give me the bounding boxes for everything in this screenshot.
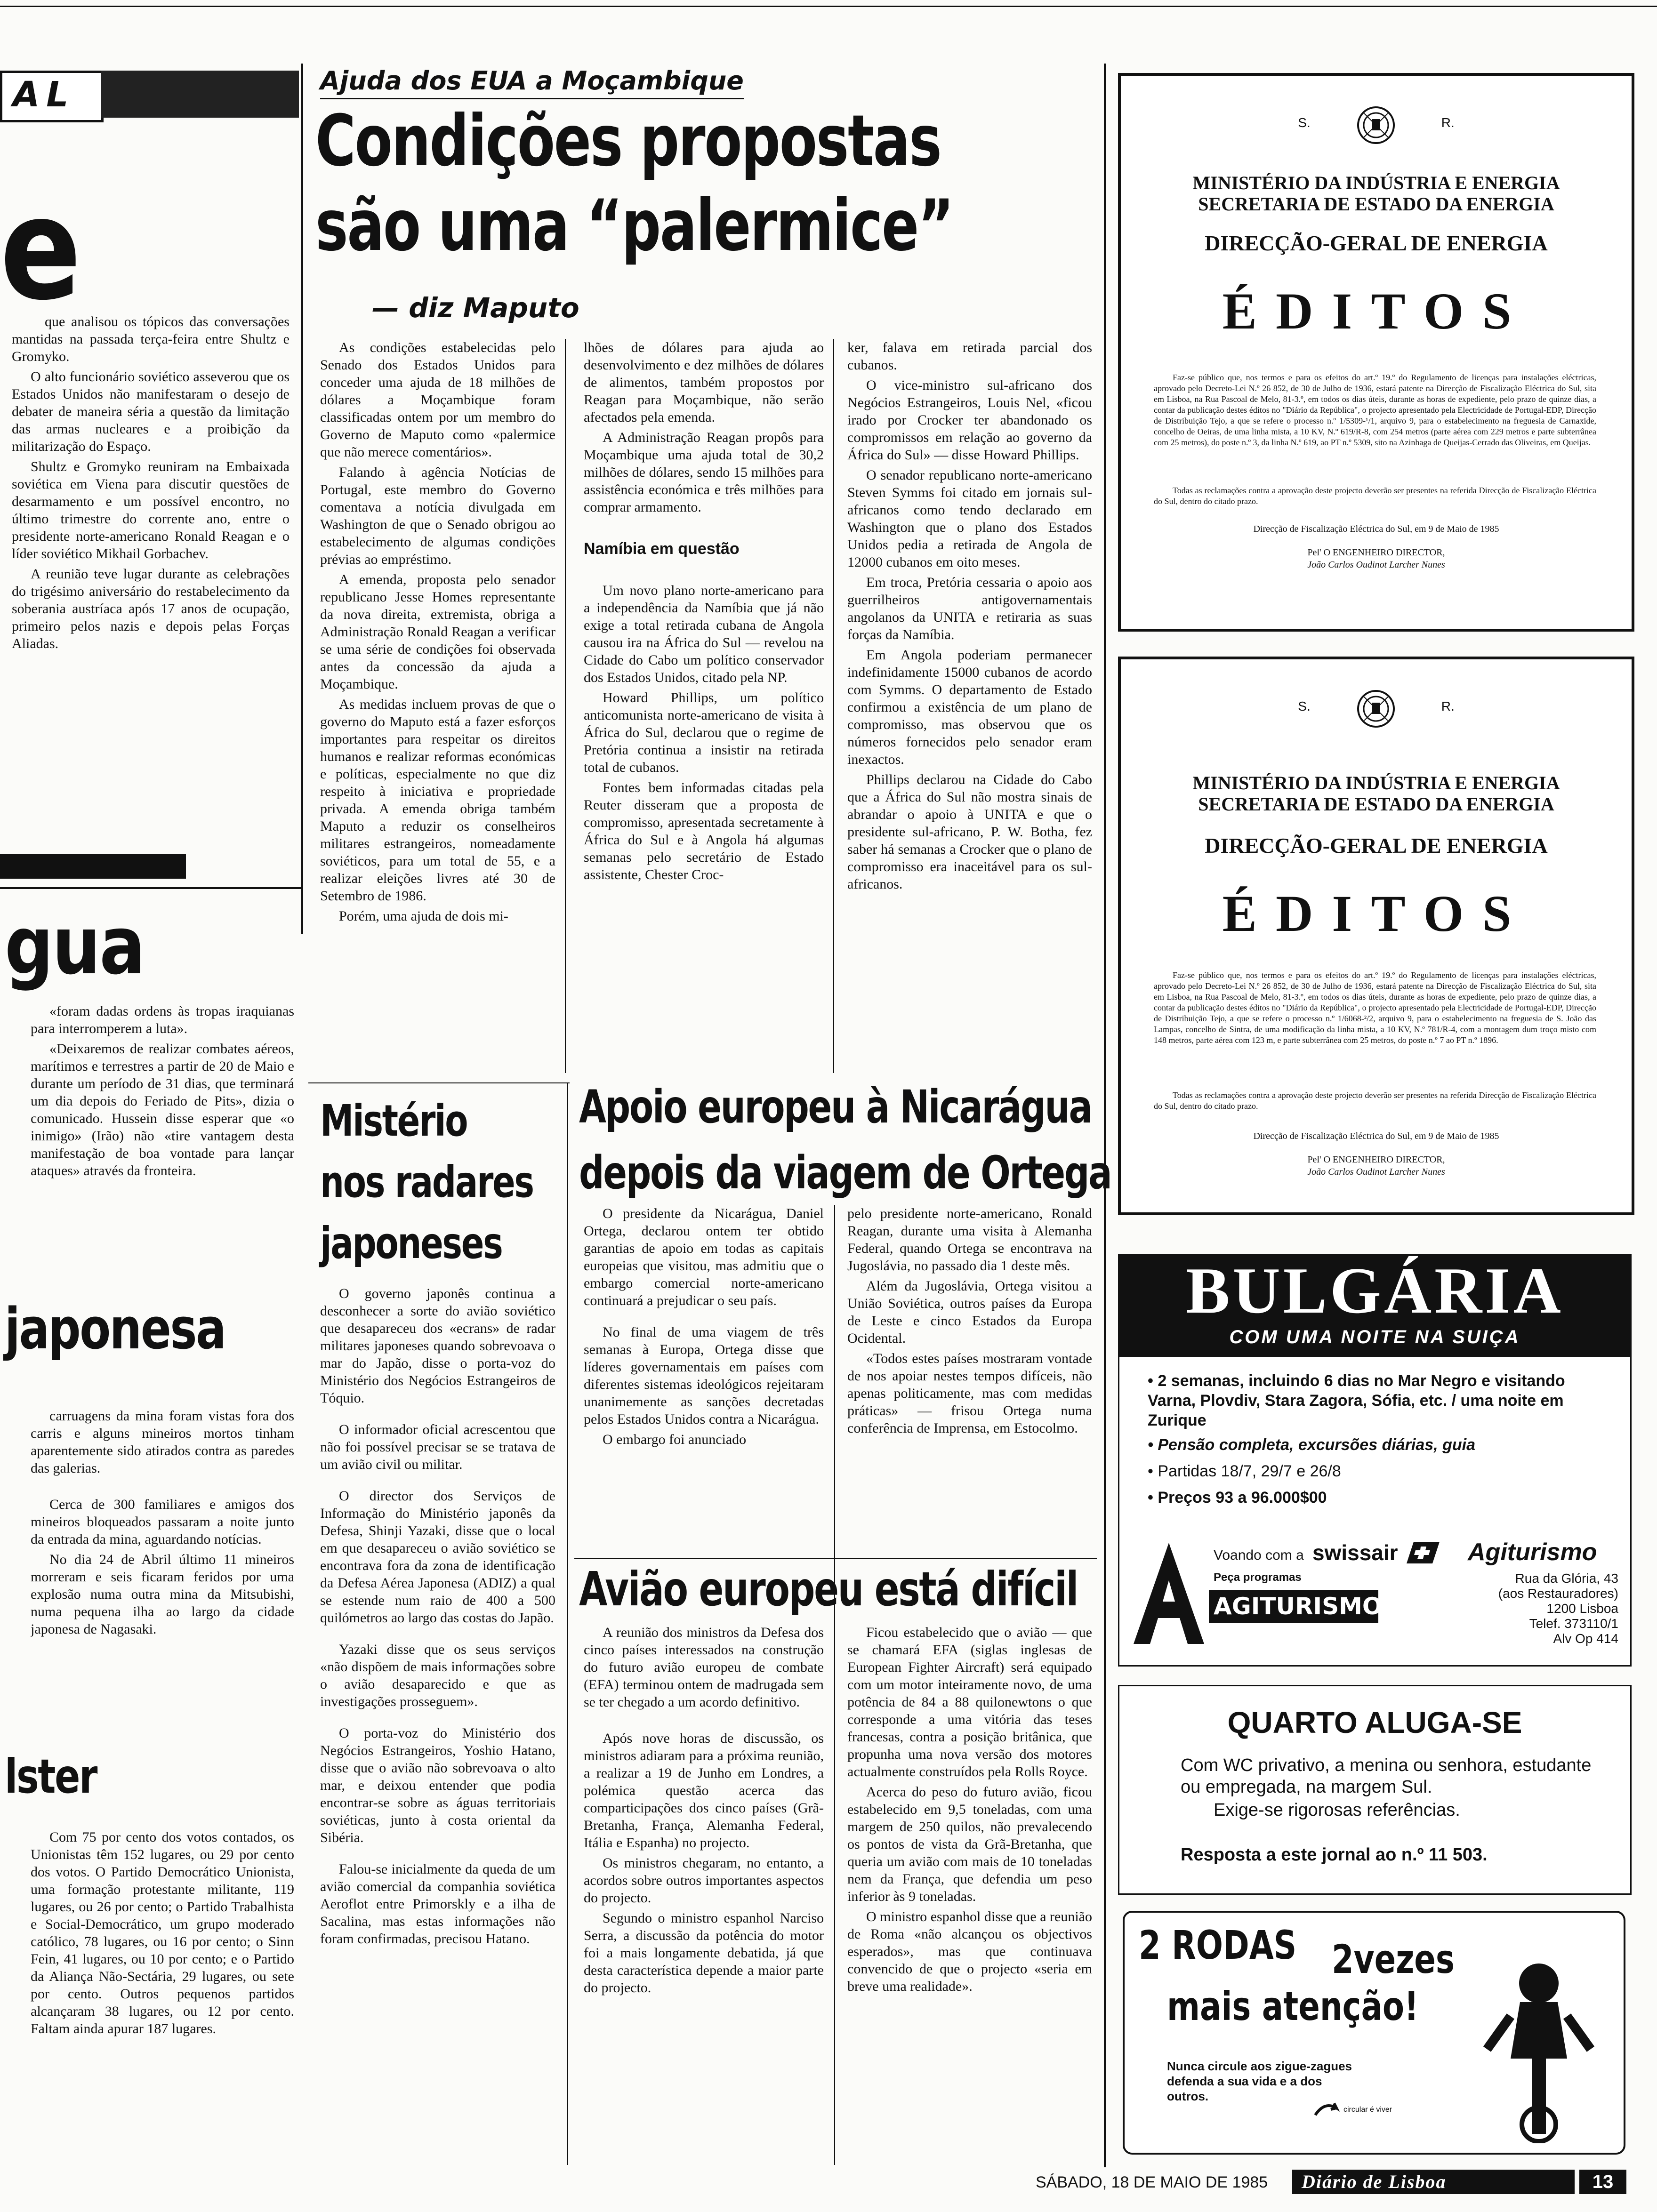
- paragraph: Yazaki disse que os seus serviços «não dispõem de mais informações sobre o avião desaparecido e que as investigações prosseguem».: [320, 1642, 555, 1709]
- bullet-item: • Pensão completa, excursões diárias, guia: [1148, 1436, 1475, 1454]
- paragraph: A reunião dos ministros da Defesa dos cinco países interessados na construção do futuro avião europeu de combate (EFA) terminou ontem de madrugada sem se ter chegado a um acordo definitivo.: [584, 1625, 824, 1710]
- paragraph: Shultz e Gromyko reuniram na Embaixada soviética em Viena para discutir questões de desarmamento e um possível encontro, no último trimestre do corrente ano, entre o presidente norte-americano Ronald Reagan e o líder soviético Mikhail Gorbachev.: [12, 459, 290, 561]
- paragraph: A reunião teve lugar durante as celebrações do trigésimo aniversário do restabelecimento da soberania austríaca após 17 anos de ocupação, primeiro pelos nazis e depois pelas Forças Aliadas.: [12, 566, 290, 651]
- radares-headline-2: nos radares: [320, 1157, 533, 1207]
- rodas-title2: 2vezes: [1332, 1936, 1455, 1982]
- paragraph: Os ministros chegaram, no entanto, a acordos sobre outros importantes aspectos do projecto.: [584, 1855, 824, 1906]
- rodas-title1: 2 RODAS: [1139, 1922, 1297, 1968]
- gua-column: [31, 1002, 294, 1247]
- nicaragua-headline-1: Apoio europeu à Nicarágua: [579, 1081, 1092, 1133]
- paragraph: O ministro espanhol disse que a reunião de Roma «não alcançou os objectivos esperados», mas que continuava convencido de que o projecto «seria em breve uma realidade».: [847, 1909, 1092, 1994]
- divider: [574, 1558, 1097, 1559]
- bullet-item: • Preços 93 a 96.000$00: [1148, 1489, 1327, 1507]
- editos-body: Faz-se público que, nos termos e para os efeitos do art.º 19.º do Regulamento de licenças para instalações eléctricas, aprovado pelo Decreto-Lei N.º 26 852, de 30 de Julho de 1936, estará patente na Direcção de Fiscalização Eléctrica do Sul, sita em Lisboa, na Rua Pascoal de Melo, 81-3.º, em todos os dias úteis, durante as horas de expediente, pelo prazo de quinze dias, a contar da publicação destes éditos no "Diário da República", o projecto apresentado pela Electricidade de Portugal-EDP, Direcção de Distribuição Tejo, a que se refere o processo n.º 1/5309-¹/1, arquivo 9, para o estabelecimento na freguesia de Carnaxide, concelho de Oeiras, de uma linha mista, a 10 KV, N.º 619/R-8, com 254 metros (parte aérea com 229 metros e parte subterrânea com 25 metros), do poste n.º 3, da linha N.º 619, ao PT n.º 5309, sito na Azinhaga de Queijas-Cerrado das Oliveiras, em Queijas.: [1154, 373, 1596, 447]
- top-rule: [0, 6, 1657, 7]
- agency-address: [1449, 1571, 1618, 1646]
- bulgaria-title: BULGÁRIA: [1186, 1254, 1564, 1327]
- divider: [0, 887, 301, 889]
- secretariat: SECRETARIA DE ESTADO DA ENERGIA: [1198, 193, 1554, 215]
- paragraph: Howard Phillips, um político anticomunista norte-americano de visita à África do Sul, declarou que o regime de Pretória continua a insistir na retirada total de cubanos.: [584, 690, 824, 775]
- crest-right: R.: [1441, 698, 1455, 713]
- brand-bar: [1209, 1590, 1383, 1623]
- bulgaria-ad: [1118, 1254, 1632, 1667]
- editos-date: Direcção de Fiscalização Eléctrica do Sul, em 9 de Maio de 1985: [1253, 524, 1499, 534]
- main-headline-line1: Condições propostas: [315, 100, 941, 182]
- paragraph: As medidas incluem provas de que o governo do Maputo está a fazer esforços importantes para respeitar os direitos humanos e realizar reformas económicas e políticas, especialmente no que diz respeito à iniciativa e propriedade privada. A emenda obriga também Maputo a reduzir os conselheiros militares estrangeiros, nomeadamente soviéticos, para um total de 55, e a realizar eleições livres até 30 de Setembro de 1986.: [320, 697, 555, 904]
- paragraph: lhões de dólares para ajuda ao desenvolvimento e dez milhões de dólares de alimentos, também propostos por Reagan para Moçambique, não serão afectados pela emenda.: [584, 340, 824, 425]
- bullet-item: • 2 semanas, incluindo 6 dias no Mar Negro e visitando Varna, Plovdiv, Stara Zagora, Sófia, etc. / uma noite em Zurique: [1148, 1372, 1565, 1429]
- editos-complaints: Todas as reclamações contra a aprovação deste projecto deverão ser presentes na referida Direcção de Fiscalização Eléctrica do Sul, dentro do citado prazo.: [1154, 486, 1596, 506]
- paragraph: O presidente da Nicarágua, Daniel Ortega, declarou ontem ter obtido garantias de apoio em todas as capitais europeias que visitou, mas admitiu que o embargo comercial norte-americano continuará a prejudicar o seu país.: [584, 1206, 824, 1308]
- column-rule: [567, 1082, 568, 2165]
- page-number: 13: [1592, 2172, 1614, 2192]
- paragraph: Um novo plano norte-americano para a independência da Namíbia que já não exige a total retirada cubana de Angola causou ira na África do Sul — revelou na Cidade do Cabo um político conservador dos Estados Unidos, citado pela NP.: [584, 583, 824, 685]
- bullet-item: • Partidas 18/7, 29/7 e 26/8: [1148, 1462, 1341, 1480]
- paragraph: que analisou os tópicos das conversações mantidas na passada terça-feira entre Shultz e Gromyko.: [12, 314, 290, 364]
- divider: [308, 1082, 570, 1083]
- paragraph: Em Angola poderiam permanecer indefinidamente 15000 cubanos de acordo com Symms. O departamento de Estado confirmou a existência de um plano de compromisso, mas observou que os números fornecidos pelo senador eram inexactos.: [847, 647, 1092, 767]
- crest-row: [1121, 688, 1632, 730]
- programs-label: Peça programas: [1214, 1571, 1302, 1584]
- editos-title: ÉDITOS: [1222, 885, 1530, 942]
- paragraph: O alto funcionário soviético asseverou que os Estados Unidos não manifestaram o desejo de debater de maneira séria a questão da limitação das armas nucleares e a proibição da militarização do Espaço.: [12, 369, 290, 454]
- editos-complaints: Todas as reclamações contra a aprovação deste projecto deverão ser presentes na referida Direcção de Fiscalização Eléctrica do Sul, dentro do citado prazo.: [1154, 1090, 1596, 1111]
- paragraph: «Deixaremos de realizar combates aéreos, marítimos e terrestres a partir de 20 de Maio e durante um período de 31 dias, que terminará um dia depois do Feriado de Pits», dizia o comunicado. Hussein disse esperar que «o inimigo» (Irão) não «tire vantagem desta manifestação de boa vontade para lançar ataques» através da fronteira.: [31, 1041, 294, 1178]
- quarto-ad: [1118, 1685, 1632, 1895]
- kicker-underline: [320, 98, 744, 99]
- arrow-icon: [1313, 2101, 1341, 2120]
- paragraph: Além da Jugoslávia, Ortega visitou a União Soviética, outros países da Europa de Leste e cinco Estados da Europa Ocidental.: [847, 1278, 1092, 1346]
- motorcyclist-icon: [1468, 1955, 1609, 2143]
- crest-left: S.: [1298, 115, 1311, 130]
- paragraph: No dia 24 de Abril último 11 mineiros morreram e seis ficaram feridos por uma explosão numa outra mina da Mitsubishi, numa pequena ilha ao largo da cidade japonesa de Nagasaki.: [31, 1552, 294, 1637]
- rodas-ad: [1123, 1911, 1625, 2155]
- bulgaria-banner: [1119, 1256, 1630, 1357]
- paragraph: Após nove horas de discussão, os ministros adiaram para a próxima reunião, a realizar a 19 de Junho em Londres, a polémica questão acerca das comparticipações dos cinco países (Grã-Bretanha, França, Alemanha Federal, Itália e Espanha) no projecto.: [584, 1731, 824, 1851]
- direction: DIRECÇÃO-GERAL DE ENERGIA: [1205, 834, 1548, 858]
- editos-ad-1: [1118, 73, 1634, 632]
- main-headline-line2: são uma “palermice”: [315, 185, 953, 267]
- radares-headline-1: Mistério: [320, 1096, 467, 1146]
- section-tag: AL: [13, 74, 75, 115]
- radares-column: [320, 1285, 555, 2165]
- footer-page-box: [1579, 2170, 1626, 2194]
- rodas-tagline: circular é viver: [1343, 2106, 1392, 2114]
- paragraph: A Administração Reagan propôs para Moçambique uma ajuda total de 30,2 milhões de dólares, sendo 15 milhões para assistência económica e três milhões para comprar armamento.: [584, 430, 824, 515]
- crest-right: R.: [1441, 115, 1455, 130]
- mozambique-col3: [847, 339, 1092, 1073]
- japonesa-column: [31, 1407, 294, 1774]
- quarto-line1: Com WC privativo, a menina ou senhora, estudante ou empregada, na margem Sul.: [1181, 1755, 1592, 1797]
- editos-signer-role: Pel' O ENGENHEIRO DIRECTOR,: [1307, 547, 1445, 558]
- quarto-title: QUARTO ALUGA-SE: [1227, 1706, 1522, 1739]
- brand-wordmark: AGITURISMO: [1214, 1593, 1383, 1620]
- address-line: Telef. 373110/1: [1529, 1616, 1618, 1631]
- address-line: 1200 Lisboa: [1546, 1601, 1618, 1616]
- editos-signer-name: João Carlos Oudinot Larcher Nunes: [1307, 560, 1445, 570]
- paragraph: As condições estabelecidas pelo Senado dos Estados Unidos para conceder uma ajuda de 18 milhões de dólares a Moçambique foram classificadas ontem por um membro do Governo de Maputo como «palermice que não merece comentários».: [320, 340, 555, 460]
- paragraph: pelo presidente norte-americano, Ronald Reagan, durante uma visita à Alemanha Federal, quando Ortega se encontrava na Jugoslávia, no passado dia 1 deste mês.: [847, 1206, 1092, 1274]
- editos-body: Faz-se público que, nos termos e para os efeitos do art.º 19.º do Regulamento de licenças para instalações eléctricas, aprovado pelo Decreto-Lei N.º 26 852, de 30 de Julho de 1936, estará patente na Direcção de Fiscalização Eléctrica do Sul, sita em Lisboa, na Rua Pascoal de Melo, 81-3.º, em todos os dias úteis, durante as horas de expediente, pelo prazo de quinze dias, a contar da publicação destes éditos no "Diário da República", o projecto apresentado pela Electricidade de Portugal-EDP, Direcção de Distribuição Tejo, a que se refere o processo n.º 1/6068-²/2, arquivo 9, para o estabelecimento na freguesia de S. João das Lampas, concelho de Sintra, de uma modificação da linha mista, a 10 KV, N.º 781/R-4, com a montagem dum troço misto com 148 metros, parte aérea com 123 m, e parte subterrânea com 25 metros, do poste n.º 7 ao PT n.º 1896.: [1154, 970, 1596, 1045]
- section-tag-box: [0, 71, 104, 122]
- kicker: Ajuda dos EUA a Moçambique: [320, 66, 744, 96]
- section-tag-bar: [101, 71, 299, 118]
- paragraph: No final de uma viagem de três semanas à Europa, Ortega disse que líderes governamentais em países com diferentes sistemas ideológicos rejeitaram unanimemente as sanções decretadas pelos Estados Unidos contra a Nicarágua.: [584, 1324, 824, 1427]
- paragraph: Com 75 por cento dos votos contados, os Unionistas têm 152 lugares, ou 29 por cento dos votos. O Partido Democrático Unionista, uma formação protestante militante, 119 lugares, ou 26 por cento; o Partido Trabalhista e Social-Democrático, um grupo moderado católico, 78 lugares, ou 16 por cento; o Sinn Fein, 41 lugares, ou 10 por cento; e o Partido da Aliança Não-Sectária, 29 lugares, ou sete por cento. Outros pequenos partidos alcançaram 38 lugares, ou 12 por cento. Faltam ainda apurar 187 lugares.: [31, 1829, 294, 2036]
- rodas-note: Nunca circule aos zigue-zagues defenda a sua vida e a dos outros.: [1167, 2059, 1352, 2103]
- paragraph: A emenda, proposta pelo senador republicano Jesse Homes representante da nova direita, extremista, obriga a Administração Ronald Reagan a verificar se uma série de condições foi observada antes da concessão da ajuda a Moçambique.: [320, 572, 555, 692]
- column-rule: [833, 339, 834, 1073]
- paragraph: Falou-se inicialmente da queda de um avião comercial da companhia soviética Aeroflot entre Primorskly e a ilha de Sacalina, mas estas informações não foram confirmadas, precisou Hatano.: [320, 1861, 555, 1947]
- column-rule: [1104, 64, 1106, 2167]
- address-line: (aos Restauradores): [1498, 1586, 1618, 1601]
- paragraph: Phillips declarou na Cidade do Cabo que a África do Sul não mostra sinais de abrandar o apoio à UNITA e que o presidente sul-africano, P. W. Botha, fez saber há semanas a Crocker que o plano de compromisso era inaceitável para os sul-africanos.: [847, 772, 1092, 892]
- ulster-headline: lster: [5, 1749, 97, 1804]
- paragraph: Acerca do peso do futuro avião, ficou estabelecido em 9,5 toneladas, com uma margem de 250 quilos, não prevalecendo os pontos de vista da Grã-Bretanha, que queria um avião com mais de 10 toneladas nem da França, que defendia um peso inferior às 9 toneladas.: [847, 1784, 1092, 1904]
- paragraph: Fontes bem informadas citadas pela Reuter disseram que a proposta de compromisso, apresentada secretamente à África do Sul e à Angola há algumas semanas pelo secretário de Estado assistente, Chester Croc-: [584, 780, 824, 882]
- column-rule: [565, 339, 566, 1073]
- footer-masthead-bar: [1292, 2170, 1575, 2194]
- bullet-text: Partidas 18/7, 29/7 e 26/8: [1158, 1462, 1341, 1480]
- editos-signer-role: Pel' O ENGENHEIRO DIRECTOR,: [1307, 1154, 1445, 1165]
- address-line: Rua da Glória, 43: [1515, 1571, 1618, 1586]
- editos-ad-2: [1118, 657, 1634, 1215]
- swissair-logo: swissair: [1312, 1540, 1398, 1565]
- footer-date: SÁBADO, 18 DE MAIO DE 1985: [1036, 2173, 1268, 2191]
- address-line: Alv Op 414: [1553, 1631, 1618, 1646]
- aviao-col1: [584, 1624, 824, 2165]
- quarto-line2: Exige-se rigorosas referências.: [1214, 1800, 1460, 1820]
- paragraph: Porém, uma ajuda de dois mi-: [339, 908, 508, 924]
- mozambique-col1: [320, 339, 555, 1073]
- agiturismo-a-logo-icon: [1129, 1538, 1209, 1646]
- paragraph: O director dos Serviços de Informação do Ministério japonês da Defesa, Shinji Yazaki, disse que o local em que desapareceu o avião soviético se encontrava fora da zona de identificação da Defesa Aérea Japonesa (ADIZ) a qual se estende num raio de 400 a 500 quilómetros ao largo das costas do Japão.: [320, 1488, 555, 1626]
- gua-headline: gua: [5, 899, 145, 993]
- black-bar: [0, 854, 186, 879]
- paragraph: Cerca de 300 familiares e amigos dos mineiros bloqueados passaram a noite junto da entrada da mina, aguardando notícias.: [31, 1497, 294, 1547]
- paragraph: O vice-ministro sul-africano dos Negócios Estrangeiros, Louis Nel, «ficou irado por Crocker ter abandonado os compromissos em relação ao governo da África do Sul» — disse Howard Phillips.: [847, 377, 1092, 463]
- footer-paper-name: Diário de Lisboa: [1302, 2171, 1447, 2192]
- bullet-text: 2 semanas, incluindo 6 dias no Mar Negro e visitando Varna, Plovdiv, Stara Zagora, Sófia, etc. / uma noite em Zurique: [1148, 1372, 1565, 1429]
- big-letter: e: [0, 167, 81, 331]
- gromyko-column: [12, 313, 290, 859]
- bullet-text: Pensão completa, excursões diárias, guia: [1158, 1436, 1475, 1454]
- editos-date: Direcção de Fiscalização Eléctrica do Sul, em 9 de Maio de 1985: [1253, 1131, 1499, 1141]
- nicaragua-col1: [584, 1205, 824, 1563]
- editos-title: ÉDITOS: [1222, 282, 1530, 340]
- paragraph: O embargo foi anunciado: [603, 1432, 747, 1447]
- japonesa-headline: japonesa: [5, 1297, 225, 1362]
- paragraph: O governo japonês continua a desconhecer a sorte do avião soviético que desapareceu dos «ecrans» de radar militares japoneses quando sobrevoava o mar do Japão, disse o porta-voz do Ministério dos Negócios Estrangeiros de Tóquio.: [320, 1286, 555, 1406]
- radares-headline-3: japoneses: [320, 1218, 502, 1268]
- paragraph: Ficou estabelecido que o avião — que se chamará EFA (siglas inglesas de European Fighter Aircraft) será equipado com um motor inteiramente novo, de uma potência de 84 a 88 quilonewtons o que corresponde a uma vitória das teses francesas, contra a posição britânica, que propunha uma nova versão dos motores actualmente construídos pela Rolls Royce.: [847, 1625, 1092, 1779]
- paragraph: «foram dadas ordens às tropas iraquianas para interromperem a luta».: [31, 1003, 294, 1036]
- quarto-line3: Resposta a este jornal ao n.º 11 503.: [1181, 1845, 1488, 1865]
- swiss-cross-icon: [1407, 1542, 1440, 1563]
- mozambique-col2: [584, 339, 824, 1073]
- paragraph: carruagens da mina foram vistas fora dos carris e alguns mineiros mortos tinham aparentemente sido atirados contra as paredes das galerias.: [31, 1408, 294, 1476]
- aviao-headline: Avião europeu está difícil: [579, 1562, 1078, 1617]
- paragraph: Falando à agência Notícias de Portugal, este membro do Governo comentava a notícia divulgada em Washington de que o Senado obrigou ao estabelecimento de algumas condições prévias ao empréstimo.: [320, 465, 555, 567]
- paragraph: O senador republicano norte-americano Steven Symms foi citado em jornais sul-africanos como tendo declarado em Washington que o plano dos Estados Unidos pedia a retirada de Angola de 12000 cubanos em oito meses.: [847, 467, 1092, 570]
- namibia-subhead: Namíbia em questão: [584, 540, 740, 558]
- secretariat: SECRETARIA DE ESTADO DA ENERGIA: [1198, 793, 1554, 815]
- ministry: MINISTÉRIO DA INDÚSTRIA E ENERGIA: [1192, 772, 1560, 793]
- byline: — diz Maputo: [372, 292, 579, 324]
- crest-left: S.: [1298, 698, 1311, 713]
- agiturismo-block: [1119, 1538, 1630, 1660]
- bullet-text: Preços 93 a 96.000$00: [1158, 1489, 1327, 1507]
- paragraph: Segundo o ministro espanhol Narciso Serra, a discussão da potência do motor foi a mais longamente debatida, já que desta característica depende a maior parte do projecto.: [584, 1910, 824, 1996]
- nicaragua-col2: [847, 1205, 1092, 1563]
- bulgaria-bullets: [1148, 1371, 1609, 1507]
- ulster-column: [31, 1828, 294, 2172]
- ministry: MINISTÉRIO DA INDÚSTRIA E ENERGIA: [1192, 172, 1560, 193]
- coat-of-arms-icon: [1355, 688, 1397, 730]
- rodas-title3: mais atenção!: [1167, 1983, 1419, 2029]
- agency-name: Agiturismo: [1468, 1539, 1597, 1566]
- paragraph: Em troca, Pretória cessaria o apoio aos guerrilheiros antigovernamentais angolanos da UNITA e retiraria as suas forças da Namíbia.: [847, 575, 1092, 642]
- paragraph: ker, falava em retirada parcial dos cubanos.: [847, 340, 1092, 373]
- direction: DIRECÇÃO-GERAL DE ENERGIA: [1205, 231, 1548, 255]
- coat-of-arms-icon: [1355, 104, 1397, 146]
- editos-signer-name: João Carlos Oudinot Larcher Nunes: [1307, 1167, 1445, 1177]
- crest-row: [1121, 104, 1632, 146]
- nicaragua-headline-2: depois da viagem de Ortega: [579, 1146, 1111, 1199]
- swissair-prefix: Voando com a: [1214, 1547, 1304, 1563]
- paragraph: O porta-voz do Ministério dos Negócios Estrangeiros, Yoshio Hatano, disse que o avião não sobrevoava o alto mar, e deixou entender que podia encontrar-se sobre as águas territoriais soviéticas, junto à costa oriental da Sibéria.: [320, 1725, 555, 1845]
- aviao-col2: [847, 1624, 1092, 2165]
- paragraph: «Todos estes países mostraram vontade de nos apoiar nestes tempos difíceis, não apenas politicamente, mas com medidas práticas» — frisou Ortega numa conferência de Imprensa, em Estocolmo.: [847, 1351, 1092, 1436]
- paragraph: O informador oficial acrescentou que não foi possível precisar se se tratava de um avião civil ou militar.: [320, 1422, 555, 1472]
- bulgaria-subtitle: COM UMA NOITE NA SUIÇA: [1229, 1327, 1520, 1347]
- column-rule: [834, 1205, 835, 2165]
- column-rule: [301, 64, 303, 934]
